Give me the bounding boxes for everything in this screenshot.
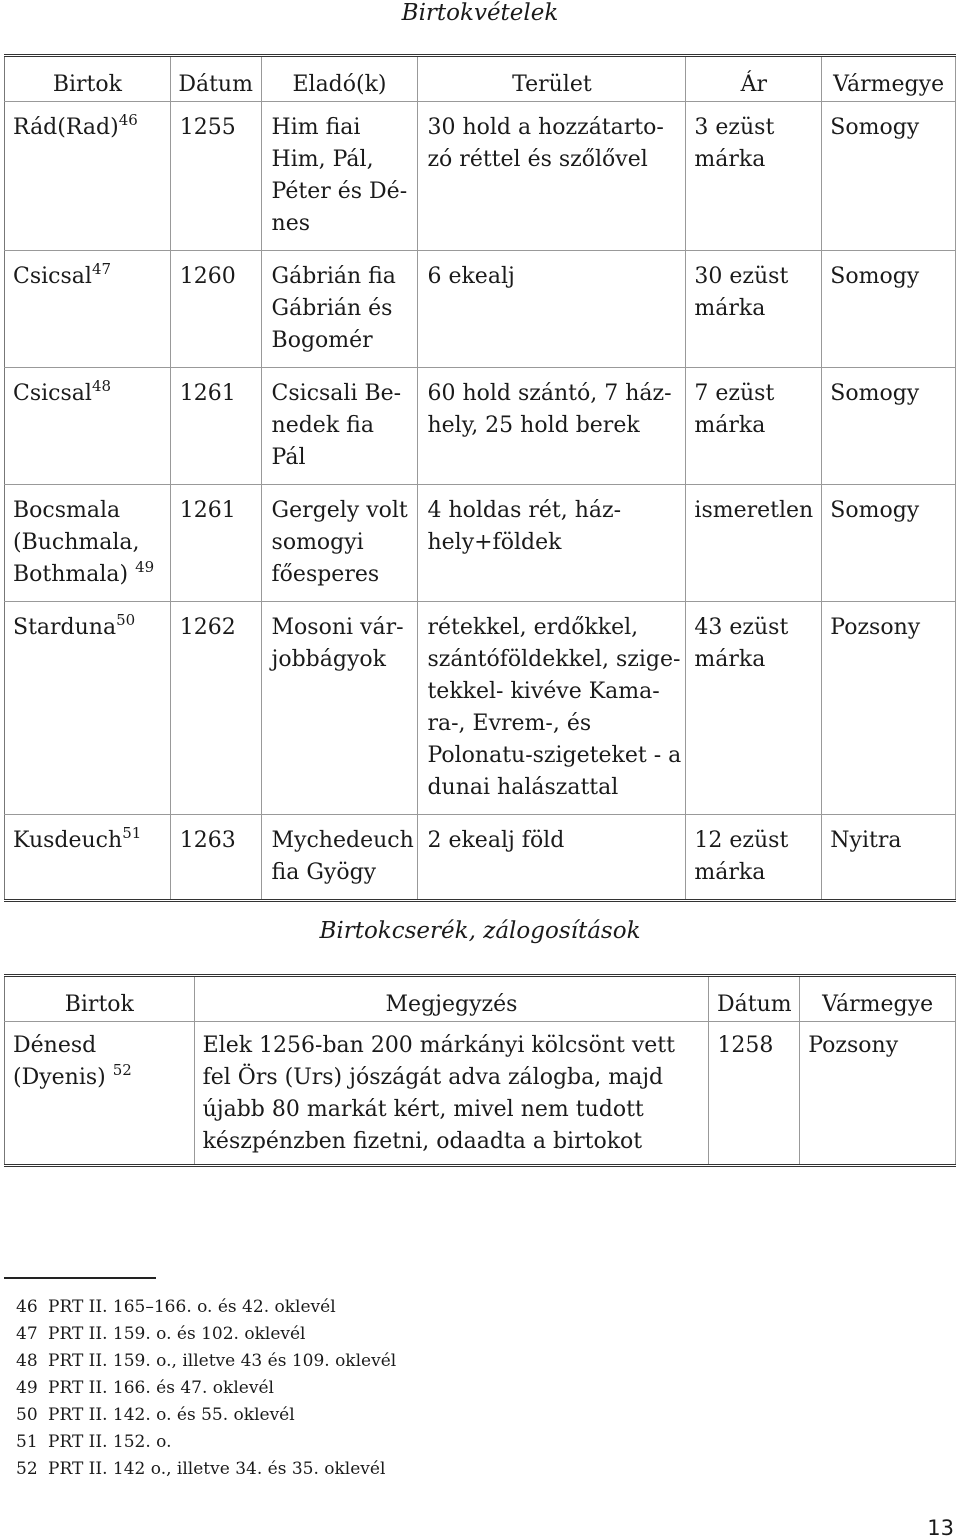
area-cell — [418, 815, 686, 901]
area-line: dunai halászattal — [427, 775, 619, 800]
table-row — [5, 251, 956, 368]
footnote-ref: 49 — [135, 558, 155, 576]
seller-line: Him fiai — [271, 115, 361, 140]
column-header: Vármegye — [800, 976, 956, 1022]
date-cell: 1255 — [170, 102, 261, 251]
seller-line: Mychedeuch — [271, 828, 414, 853]
footnote — [16, 1294, 396, 1321]
sellers-cell — [261, 602, 418, 815]
seller-line: nedek fia — [271, 413, 374, 438]
county-cell: Pozsony — [800, 1022, 956, 1166]
footnote-text: PRT II. 142 o., illetve 34. és 35. oklevél — [48, 1459, 386, 1479]
area-cell — [418, 368, 686, 485]
seller-line: somogyi — [271, 530, 364, 555]
seller-line: főesperes — [271, 562, 380, 587]
column-header: Birtok — [5, 976, 195, 1022]
estate-name-text: Rád(Rad) — [13, 115, 119, 140]
footnote-number: 47 — [16, 1324, 38, 1344]
area-line: rétekkel, erdőkkel, — [427, 615, 639, 640]
footnote-number: 46 — [16, 1297, 38, 1317]
table-row — [5, 102, 956, 251]
estate-cell — [5, 368, 171, 485]
area-line: zó réttel és szőlővel — [427, 147, 648, 172]
note-line: fel Örs (Urs) jószágát adva zálogba, majd — [202, 1065, 664, 1090]
date-cell: 1261 — [170, 485, 261, 602]
estate-name-text: (Buchmala, — [13, 530, 140, 555]
seller-line: Gergely volt — [271, 498, 408, 523]
footnote — [16, 1456, 396, 1483]
footnote-number: 52 — [16, 1459, 38, 1479]
seller-line: Mosoni vár- — [271, 615, 404, 640]
county-cell: Somogy — [822, 368, 956, 485]
sellers-cell — [261, 485, 418, 602]
estate-name-text: Bocsmala — [13, 498, 121, 523]
estate-cell — [5, 815, 171, 901]
price-cell — [686, 368, 822, 485]
area-line: 30 hold a hozzátarto- — [427, 115, 664, 140]
column-header: Vármegye — [822, 56, 956, 102]
column-header: Dátum — [709, 976, 800, 1022]
exchanges-title: Birtokcserék, zálogosítások — [319, 918, 641, 944]
note-line: Elek 1256-ban 200 márkányi kölcsönt vett — [202, 1033, 675, 1058]
county-cell: Somogy — [822, 102, 956, 251]
column-header: Dátum — [170, 56, 261, 102]
footnote-ref: 52 — [112, 1061, 132, 1079]
column-header: Megjegyzés — [194, 976, 709, 1022]
date-cell: 1258 — [709, 1022, 800, 1166]
area-line: 4 holdas rét, ház- — [427, 498, 622, 523]
area-line: 2 ekealj föld — [427, 828, 565, 853]
area-line: szántóföldekkel, szige- — [427, 647, 681, 672]
acquisitions-table — [4, 54, 956, 902]
price-cell — [686, 602, 822, 815]
area-cell — [418, 602, 686, 815]
estate-cell — [5, 102, 171, 251]
footnote — [16, 1375, 396, 1402]
county-cell: Somogy — [822, 485, 956, 602]
note-line: készpénzben fizetni, odaadta a birtokot — [202, 1129, 643, 1154]
price-line: 12 ezüst — [694, 828, 789, 853]
area-line: Polonatu-szigeteket - a — [427, 743, 682, 768]
footnote — [16, 1429, 396, 1456]
date-cell: 1262 — [170, 602, 261, 815]
price-line: ismeretlen — [694, 498, 814, 523]
estate-name-line — [13, 527, 170, 559]
header-row — [5, 56, 956, 102]
exchanges-table — [4, 974, 956, 1167]
header-row — [5, 976, 956, 1022]
estate-name-line — [13, 825, 170, 857]
estate-cell — [5, 251, 171, 368]
area-cell — [418, 102, 686, 251]
area-line: hely+földek — [427, 530, 562, 555]
footnote-text: PRT II. 152. o. — [48, 1432, 172, 1452]
seller-line: jobbágyok — [271, 647, 386, 672]
seller-line: Gábrián és — [271, 296, 393, 321]
price-line: márka — [694, 147, 766, 172]
price-cell — [686, 815, 822, 901]
estate-name-line — [13, 261, 170, 293]
estate-name-line — [13, 112, 170, 144]
area-line: 6 ekealj — [427, 264, 515, 289]
price-cell — [686, 251, 822, 368]
footnotes — [16, 1294, 396, 1483]
footnote-ref: 48 — [91, 377, 112, 395]
table-row — [5, 602, 956, 815]
footnote-text: PRT II. 142. o. és 55. oklevél — [48, 1405, 295, 1425]
table-row — [5, 1022, 956, 1166]
footnote-rule — [4, 1277, 156, 1279]
seller-line: Him, Pál, — [271, 147, 374, 172]
column-header: Terület — [418, 56, 686, 102]
area-cell — [418, 485, 686, 602]
estate-name-text: Bothmala) — [13, 562, 129, 587]
sellers-cell — [261, 368, 418, 485]
estate-name-line — [13, 559, 170, 591]
footnote-number: 51 — [16, 1432, 38, 1452]
price-line: 3 ezüst — [694, 115, 775, 140]
date-cell: 1260 — [170, 251, 261, 368]
price-line: márka — [694, 296, 766, 321]
seller-line: Pál — [271, 445, 306, 470]
sellers-cell — [261, 102, 418, 251]
estate-name-text: Dénesd — [13, 1033, 97, 1058]
acquisitions-title: Birtokvételek — [401, 0, 559, 26]
county-cell: Somogy — [822, 251, 956, 368]
price-cell — [686, 102, 822, 251]
county-cell: Pozsony — [822, 602, 956, 815]
column-header: Birtok — [5, 56, 171, 102]
area-cell — [418, 251, 686, 368]
estate-name-text: Kusdeuch — [13, 828, 123, 853]
date-cell: 1261 — [170, 368, 261, 485]
column-header: Ár — [686, 56, 822, 102]
note-line: újabb 80 markát kért, mivel nem tudott — [202, 1097, 644, 1122]
estate-name-text: Csicsal — [13, 381, 92, 406]
area-line: 60 hold szántó, 7 ház- — [427, 381, 672, 406]
footnote-number: 48 — [16, 1351, 38, 1371]
price-line: 7 ezüst — [694, 381, 775, 406]
county-cell: Nyitra — [822, 815, 956, 901]
estate-cell — [5, 1022, 195, 1166]
sellers-cell — [261, 815, 418, 901]
seller-line: Gábrián fia — [271, 264, 396, 289]
estate-name-line — [13, 612, 170, 644]
footnote-text: PRT II. 165–166. o. és 42. oklevél — [48, 1297, 336, 1317]
price-line: márka — [694, 860, 766, 885]
price-line: márka — [694, 413, 766, 438]
area-line: hely, 25 hold berek — [427, 413, 640, 438]
footnote-text: PRT II. 166. és 47. oklevél — [48, 1378, 274, 1398]
estate-name-text: Csicsal — [13, 264, 92, 289]
footnote — [16, 1321, 396, 1348]
estate-name-line — [13, 378, 170, 410]
estate-cell — [5, 602, 171, 815]
note-cell — [194, 1022, 709, 1166]
footnote-ref: 50 — [116, 611, 136, 629]
table-row — [5, 815, 956, 901]
footnote-ref: 51 — [122, 824, 142, 842]
footnote-text: PRT II. 159. o., illetve 43 és 109. oklevél — [48, 1351, 397, 1371]
estate-cell — [5, 485, 171, 602]
seller-line: Bogomér — [271, 328, 373, 353]
seller-line: Csicsali Be- — [271, 381, 402, 406]
area-line: ra-, Evrem-, és — [427, 711, 592, 736]
date-cell: 1263 — [170, 815, 261, 901]
footnote-number: 49 — [16, 1378, 38, 1398]
column-header: Eladó(k) — [261, 56, 418, 102]
estate-name-line — [13, 1062, 194, 1094]
price-line: 43 ezüst — [694, 615, 789, 640]
table-row — [5, 368, 956, 485]
price-line: 30 ezüst — [694, 264, 789, 289]
footnote-number: 50 — [16, 1405, 38, 1425]
footnote — [16, 1348, 396, 1375]
footnote — [16, 1402, 396, 1429]
page-number: 13 — [927, 1516, 954, 1540]
estate-name-text: (Dyenis) — [13, 1065, 106, 1090]
footnote-ref: 46 — [118, 111, 138, 129]
area-line: tekkel- kivéve Kama- — [427, 679, 660, 704]
estate-name-line — [13, 1030, 194, 1062]
seller-line: fia Gyögy — [271, 860, 377, 885]
seller-line: nes — [271, 211, 311, 236]
footnote-text: PRT II. 159. o. és 102. oklevél — [48, 1324, 306, 1344]
price-line: márka — [694, 647, 766, 672]
sellers-cell — [261, 251, 418, 368]
price-cell — [686, 485, 822, 602]
table-row — [5, 485, 956, 602]
estate-name-line — [13, 495, 170, 527]
estate-name-text: Starduna — [13, 615, 117, 640]
seller-line: Péter és Dé- — [271, 179, 408, 204]
footnote-ref: 47 — [91, 260, 112, 278]
